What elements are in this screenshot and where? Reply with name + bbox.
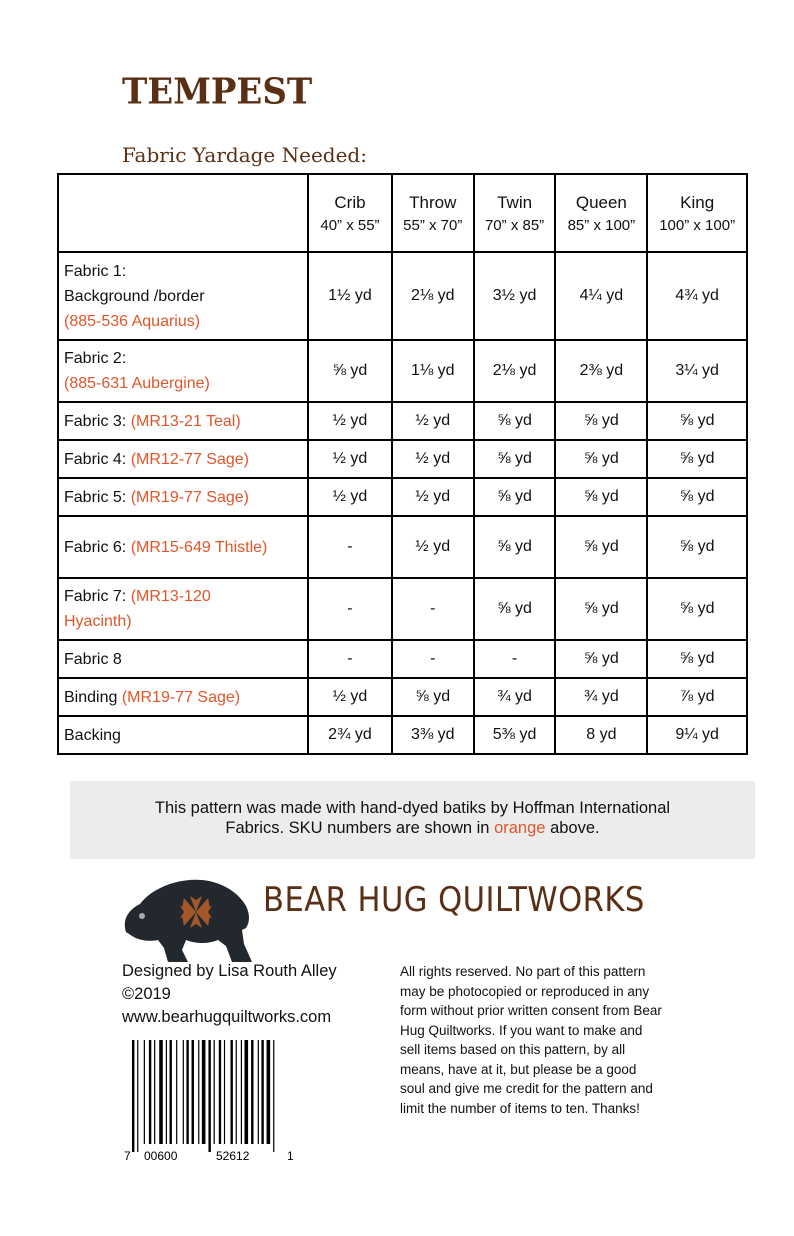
column-name: King bbox=[680, 192, 715, 212]
yardage-cell: ¾ yd bbox=[555, 678, 647, 716]
fabric-label-cell bbox=[58, 478, 308, 516]
fabric-label-cell bbox=[58, 252, 308, 340]
column-size: 55” x 70” bbox=[403, 216, 463, 234]
notice-line-2: Fabrics. SKU numbers are shown in orange above. bbox=[225, 819, 600, 837]
yardage-cell: 3½ yd bbox=[474, 252, 556, 340]
yardage-cell: 3⅜ yd bbox=[392, 716, 474, 754]
yardage-cell: ⅝ yd bbox=[474, 516, 556, 578]
table-row bbox=[58, 402, 747, 440]
yardage-cell: 1⅛ yd bbox=[392, 340, 474, 402]
yardage-cell: ⅝ yd bbox=[555, 478, 647, 516]
column-size: 100” x 100” bbox=[659, 216, 736, 234]
yardage-cell: ½ yd bbox=[392, 478, 474, 516]
yardage-cell: ⅝ yd bbox=[555, 516, 647, 578]
yardage-cell: - bbox=[474, 640, 556, 678]
yardage-cell: 4¼ yd bbox=[555, 252, 647, 340]
barcode-digits-2: 00600 bbox=[144, 1149, 178, 1163]
yardage-cell: ⅝ yd bbox=[474, 402, 556, 440]
yardage-cell: 2⅛ yd bbox=[392, 252, 474, 340]
fabric-label-cell bbox=[58, 578, 308, 640]
table-row bbox=[58, 478, 747, 516]
fabric-sku: (MR19-77 Sage) bbox=[121, 688, 241, 706]
yardage-cell: 2⅜ yd bbox=[555, 340, 647, 402]
yardage-cell: - bbox=[392, 640, 474, 678]
fabric-sku: (MR19-77 Sage) bbox=[130, 488, 249, 506]
yardage-cell: - bbox=[308, 640, 392, 678]
yardage-cell: 8 yd bbox=[555, 716, 647, 754]
table-row bbox=[58, 516, 747, 578]
brand-name: BEAR HUG QUILTWORKS bbox=[263, 880, 645, 920]
column-size: 40” x 55” bbox=[320, 216, 380, 234]
table-row bbox=[58, 678, 747, 716]
yardage-table bbox=[57, 173, 748, 755]
column-size: 70” x 85” bbox=[484, 216, 545, 234]
table-row bbox=[58, 252, 747, 340]
yardage-cell: - bbox=[392, 578, 474, 640]
fabric-label-cell bbox=[58, 716, 308, 754]
barcode-digits-3: 52612 bbox=[216, 1149, 250, 1163]
fabric-sku: (MR12-77 Sage) bbox=[130, 450, 249, 468]
copyright: ©2019 bbox=[122, 985, 171, 1003]
yardage-cell: 5⅜ yd bbox=[474, 716, 556, 754]
fabric-name: Binding bbox=[64, 688, 118, 706]
yardage-cell: - bbox=[308, 578, 392, 640]
orange-word: orange bbox=[494, 819, 546, 837]
yardage-cell: 2⅛ yd bbox=[474, 340, 556, 402]
rights-statement: All rights reserved. No part of this pattern may be photocopied or reproduced in any form without prior written consent from Bear Hug Quiltworks. If you want to make and sell items based on this pattern, by all means, have at it, but please be a good soul and give me credit for the pattern and limit the number of items to ten. Thanks! bbox=[400, 964, 662, 1116]
barcode-icon bbox=[124, 1040, 296, 1164]
yardage-cell: ⅞ yd bbox=[647, 678, 747, 716]
yardage-cell: ½ yd bbox=[308, 678, 392, 716]
fabric-name: Fabric 8 bbox=[64, 650, 122, 668]
fabric-name: Fabric 4: bbox=[64, 450, 127, 468]
fabric-sku: (885-631 Aubergine) bbox=[64, 375, 210, 392]
yardage-cell: ⅝ yd bbox=[555, 640, 647, 678]
yardage-cell: ½ yd bbox=[392, 516, 474, 578]
fabric-label-cell bbox=[58, 440, 308, 478]
fabric-sku: (885-536 Aquarius) bbox=[64, 312, 201, 330]
fabric-name: Fabric 2: bbox=[64, 350, 127, 367]
pattern-title: TEMPEST bbox=[122, 71, 313, 113]
yardage-cell: 2¾ yd bbox=[308, 716, 392, 754]
fabric-label-cell bbox=[58, 640, 308, 678]
yardage-cell: ⅝ yd bbox=[647, 402, 747, 440]
credits bbox=[122, 960, 337, 1029]
column-header bbox=[647, 174, 747, 252]
yardage-cell: ⅝ yd bbox=[647, 440, 747, 478]
fabric-name: Fabric 6: bbox=[64, 538, 127, 556]
yardage-cell: ⅝ yd bbox=[647, 578, 747, 640]
yardage-cell: ⅝ yd bbox=[555, 440, 647, 478]
fabric-name: Fabric 7: bbox=[64, 588, 127, 605]
notice-line-1: This pattern was made with hand-dyed batiks by Hoffman International bbox=[154, 799, 671, 817]
website: www.bearhugquiltworks.com bbox=[122, 1008, 332, 1026]
column-header bbox=[392, 174, 474, 252]
table-row bbox=[58, 440, 747, 478]
yardage-cell: ⅝ yd bbox=[647, 640, 747, 678]
table-row bbox=[58, 578, 747, 640]
fabric-role: Background /border bbox=[64, 287, 205, 305]
yardage-cell: ¾ yd bbox=[474, 678, 556, 716]
yardage-cell: ⅝ yd bbox=[392, 678, 474, 716]
fabric-label-cell bbox=[58, 516, 308, 578]
barcode-digit-1: 7 bbox=[124, 1149, 131, 1163]
table-row bbox=[58, 640, 747, 678]
fabric-notice bbox=[70, 781, 755, 859]
yardage-cell: ⅝ yd bbox=[555, 402, 647, 440]
table-row bbox=[58, 340, 747, 402]
yardage-cell: ⅝ yd bbox=[474, 440, 556, 478]
barcode-digit-4: 1 bbox=[287, 1149, 294, 1163]
yardage-cell: ⅝ yd bbox=[647, 478, 747, 516]
yardage-cell: ½ yd bbox=[308, 478, 392, 516]
table-row bbox=[58, 716, 747, 754]
fabric-label-cell bbox=[58, 678, 308, 716]
column-name: Twin bbox=[497, 192, 533, 212]
yardage-cell: ⅝ yd bbox=[308, 340, 392, 402]
fabric-sku: (MR15-649 Thistle) bbox=[130, 538, 268, 556]
yardage-cell: 3¼ yd bbox=[647, 340, 747, 402]
designer: Designed by Lisa Routh Alley bbox=[122, 962, 337, 980]
yardage-cell: ½ yd bbox=[392, 402, 474, 440]
fabric-sku: (MR13-21 Teal) bbox=[130, 412, 241, 430]
column-name: Throw bbox=[409, 192, 457, 212]
column-header bbox=[308, 174, 392, 252]
fabric-sku-cont: Hyacinth) bbox=[64, 613, 132, 630]
yardage-cell: ½ yd bbox=[392, 440, 474, 478]
yardage-cell: ⅝ yd bbox=[555, 578, 647, 640]
yardage-cell: ⅝ yd bbox=[474, 578, 556, 640]
header-blank-cell bbox=[58, 174, 308, 252]
fabric-name: Backing bbox=[64, 726, 121, 744]
fabric-label-cell bbox=[58, 340, 308, 402]
column-header bbox=[555, 174, 647, 252]
fabric-name: Fabric 3: bbox=[64, 412, 127, 430]
yardage-cell: - bbox=[308, 516, 392, 578]
yardage-cell: ½ yd bbox=[308, 402, 392, 440]
yardage-cell: 1½ yd bbox=[308, 252, 392, 340]
fabric-label-cell bbox=[58, 402, 308, 440]
yardage-cell: ⅝ yd bbox=[474, 478, 556, 516]
column-name: Queen bbox=[575, 192, 627, 212]
fabric-sku: (MR13-120 bbox=[130, 588, 211, 605]
yardage-cell: 4¾ yd bbox=[647, 252, 747, 340]
fabric-name: Fabric 5: bbox=[64, 488, 127, 506]
column-header bbox=[474, 174, 556, 252]
yardage-cell: ½ yd bbox=[308, 440, 392, 478]
yardage-cell: ⅝ yd bbox=[647, 516, 747, 578]
yardage-cell: 9¼ yd bbox=[647, 716, 747, 754]
column-name: Crib bbox=[334, 192, 366, 212]
bear-logo-icon bbox=[118, 870, 258, 966]
table-header-row bbox=[58, 174, 747, 252]
fabric-name: Fabric 1: bbox=[64, 262, 127, 280]
yardage-heading: Fabric Yardage Needed: bbox=[122, 143, 367, 167]
column-size: 85” x 100” bbox=[567, 216, 636, 234]
